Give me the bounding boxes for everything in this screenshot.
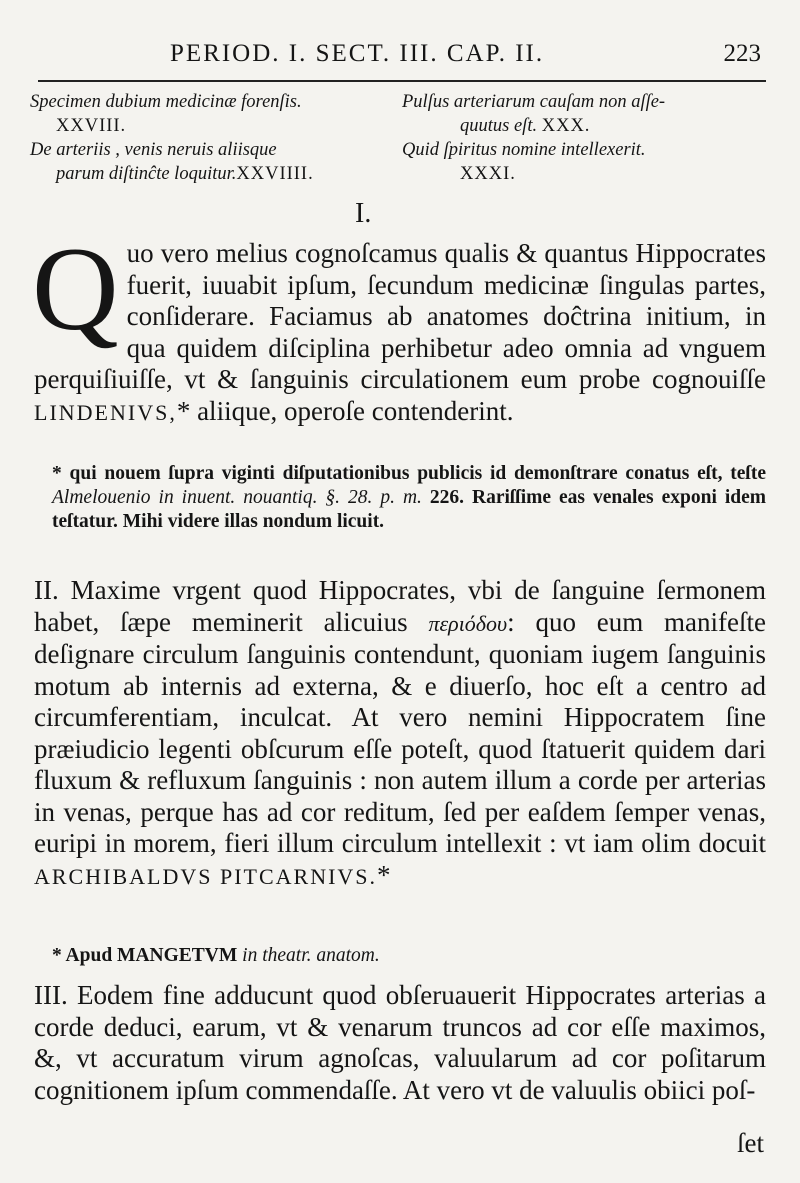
- greek-word: περιόδου: [428, 610, 508, 636]
- footnote-2: * Apud MANGETVM in theatr. anatom.: [52, 945, 380, 966]
- author-name: ARCHIBALDVS PITCARNIVS.: [34, 863, 378, 889]
- summary-item: Pulſus arteriarum cauſam non aſſe-: [402, 92, 666, 112]
- footnote-reference: Almelouenio in inuent. nouantiq. §. 28. p. m.: [52, 487, 422, 508]
- page-header: [40, 36, 765, 76]
- chapter-summary: Specimen dubium medicinæ forenſis. XXVIII. De arteriis , venis neruis aliisque parum diſtinĉte loquitur.XXVIIII. Pulſus arteriarum cauſam non aſſe- quutus eſt. XXX. Quid ſpiritus nomine intellexerit. XXXI.: [30, 90, 770, 186]
- summary-item: Quid ſpiritus nomine intellexerit.: [402, 140, 646, 160]
- summary-number: XXVIII.: [56, 116, 127, 136]
- catchword: ſet: [737, 1128, 764, 1158]
- footnote-1: * qui nouem ſupra viginti diſputationibus publicis id demonſtrare conatus eſt, teſte Almelouenio in inuent. nouantiq. §. 28. p. m. 226. Rariſſime eas venales exponi idem teſtatur. Mihi videre illas nondum licuit.: [52, 463, 766, 532]
- summary-number: XXVIIII.: [236, 164, 314, 184]
- header-rule: [38, 80, 766, 82]
- paragraph-3: III. Eodem fine adducunt quod obſeruauerit Hippocrates arterias a corde deduci, earum, vt & venarum truncos ad cor eſſe maximos, &, vt accuratum virum agnoſcas, valuularum ad cor poſitarum cognitionem ipſum commendaſſe. At vero vt de valuulis obiici poſ-: [34, 980, 766, 1105]
- paragraph-text: uo vero melius cognoſcamus qualis & quantus Hippocrates fuerit, iuuabit ipſum, ſecundum medicinæ ſingulas partes, conſiderare. Faciamus ab anatomes doĉtrina initium, in qua quidem diſciplina perhibetur adeo omnia ad vnguem perquiſiuiſſe, vt & ſanguinis circulationem eum probe cognouiſſe: [34, 238, 766, 394]
- footnote-reference: in theatr. anatom.: [242, 945, 380, 966]
- paragraph-1: Q uo vero melius cognoſcamus qualis & quantus Hippocrates fuerit, iuuabit ipſum, ſecundum medicinæ ſingulas partes, conſiderare. Faciamus ab anatomes doĉtrina initium, in qua quidem diſciplina perhibetur adeo omnia ad vnguem perquiſiuiſſe, vt & ſanguinis circulationem eum probe cognouiſſe LINDENIVS,* aliique, operoſe contenderint.: [32, 222, 766, 426]
- section-number: I.: [355, 198, 372, 229]
- summary-number: XXX.: [541, 116, 591, 136]
- summary-number: XXXI.: [460, 164, 516, 184]
- author-name: LINDENIVS,: [34, 399, 177, 425]
- summary-item: Specimen dubium medicinæ forenſis.: [30, 92, 302, 112]
- drop-cap: Q: [32, 222, 119, 355]
- running-title: PERIOD. I. SECT. III. CAP. II.: [170, 40, 545, 67]
- author-name: MANGETVM: [117, 945, 238, 966]
- paragraph-2: II. Maxime vrgent quod Hippocrates, vbi de ſanguine ſermonem habet, ſæpe meminerit alicuius περιόδου: quo eum manifeſte deſignare circulum ſanguinis contendunt, quoniam iugem ſanguinis motum ab internis ad externa, & e diuerſo, hoc eſt a centro ad circumferentiam, inculcat. At vero nemini Hippocratem ſine præiudicio legenti obſcurum eſſe poteſt, quod ſtatuerit quidem dari fluxum & refluxum ſanguinis : non autem illum a corde per arterias in venas, perque has ad cor reditum, ſed per eaſdem ſemper venas, euripi in morem, fieri illum circulum intellexit : vt iam olim docuit ARCHIBALDVS PITCARNIVS.*: [34, 575, 767, 890]
- summary-item: De arteriis , venis neruis aliisque: [30, 140, 277, 160]
- page-number: 223: [723, 40, 761, 67]
